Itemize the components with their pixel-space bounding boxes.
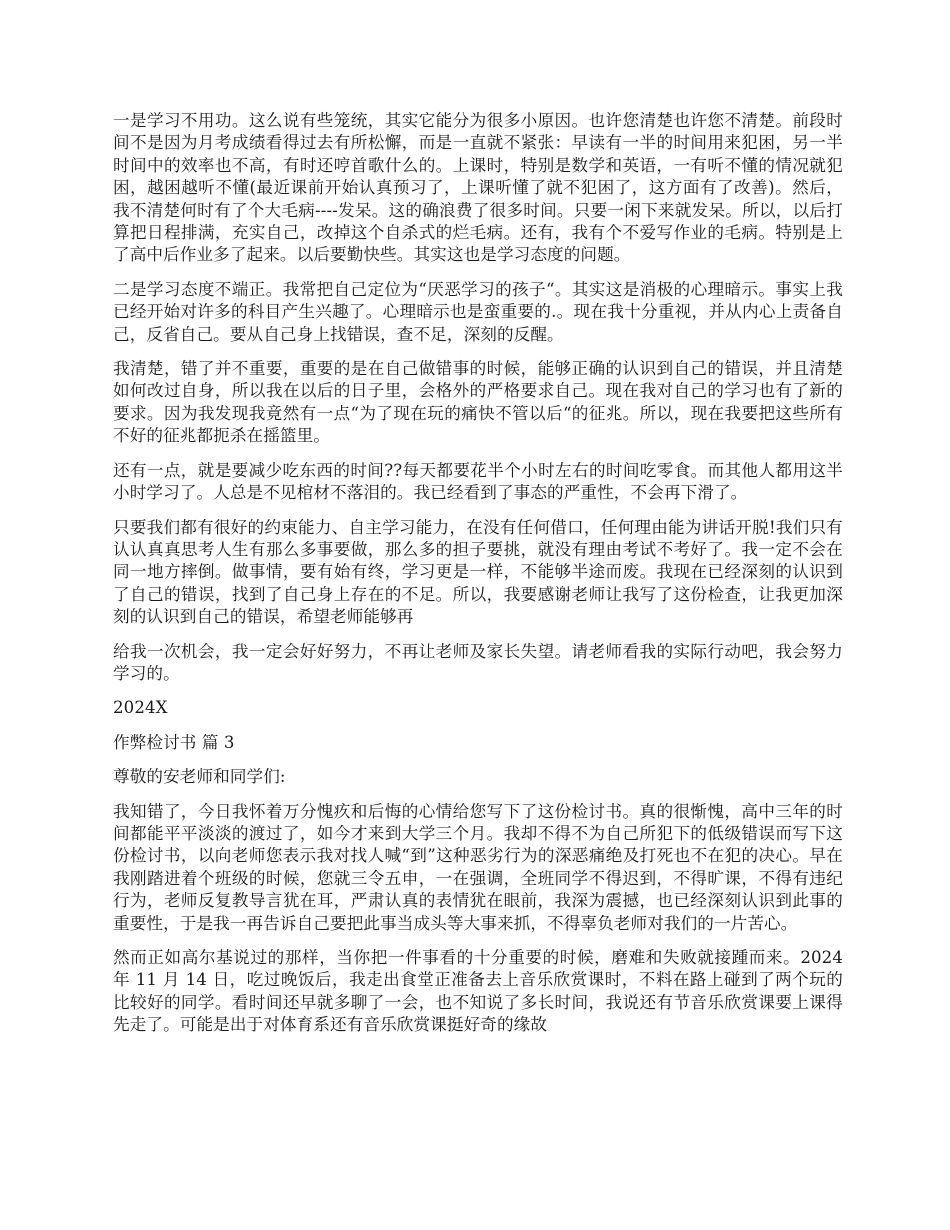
paragraph-7: 我知错了，今日我怀着万分愧疚和后悔的心情给您写下了这份检讨书。真的很惭愧，高中三年的时间都能平平淡淡的渡过了，如今才来到大学三个月。我却不得不为自己所犯下的低级错误而写下这份检讨书，以向老师您表示我对找人喊“到”这种恶劣行为的深恶痛绝及打死也不在犯的决心。早在我刚踏进着个班级的时候，您就三令五申，一在强调，全班同学不得迟到，不得旷课，不得有违纪行为，老师反复教导言犹在耳，严肃认真的表情犹在眼前，我深为震撼，也已经深刻认识到此事的重要性，于是我一再告诉自己要把此事当成头等大事来抓，不得辜负老师对我们的一片苦心。	[113, 801, 843, 933]
paragraph-3: 我清楚，错了并不重要，重要的是在自己做错事的时候，能够正确的认识到自己的错误，并且清楚如何改过自身，所以我在以后的日子里，会格外的严格要求自己。现在我对自己的学习也有了新的要求。因为我发现我竟然有一点“为了现在玩的痛快不管以后“的征兆。所以，现在我要把这些所有不好的征兆都扼杀在摇篮里。	[113, 359, 843, 446]
document-body	[113, 110, 843, 1049]
paragraph-8: 然而正如高尔基说过的那样，当你把一件事看的十分重要的时候，磨难和失败就接踵而来。2024 年 11 月 14 日，吃过晚饭后，我走出食堂正准备去上音乐欣赏课时，不料在路上碰到了两个玩的比较好的同学。看时间还早就多聊了一会，也不知说了多长时间，我说还有节音乐欣赏课要上课得先走了。可能是出于对体育系还有音乐欣赏课挺好奇的缘故	[113, 948, 843, 1035]
salutation: 尊敬的安老师和同学们:	[113, 767, 286, 787]
paragraph-1: 一是学习不用功。这么说有些笼统，其实它能分为很多小原因。也许您清楚也许您不清楚。前段时间不是因为月考成绩看得过去有所松懈，而是一直就不紧张：早读有一半的时间用来犯困，另一半时间中的效率也不高，有时还哼首歌什么的。上课时，特别是数学和英语，一有听不懂的情况就犯困，越困越听不懂(最近课前开始认真预习了，上课听懂了就不犯困了，这方面有了改善)。然后，我不清楚何时有了个大毛病----发呆。这的确浪费了很多时间。只要一闲下来就发呆。所以，以后打算把日程排满，充实自己，改掉这个自杀式的烂毛病。还有，我有个不爱写作业的毛病。特别是上了高中后作业多了起来。以后要勤快些。其实这也是学习态度的问题。	[113, 111, 843, 265]
section-heading: 作弊检讨书 篇 3	[113, 732, 235, 752]
paragraph-6: 给我一次机会，我一定会好好努力，不再让老师及家长失望。请老师看我的实际行动吧，我会努力学习的。	[113, 641, 843, 683]
paragraph-2: 二是学习态度不端正。我常把自己定位为“厌恶学习的孩子“。其实这是消极的心理暗示。事实上我已经开始对许多的科目产生兴趣了。心理暗示也是蛮重要的.。现在我十分重视，并从内心上责备自己，反省自己。要从自己身上找错误，查不足，深刻的反醒。	[113, 279, 843, 344]
date-line: 2024X	[113, 698, 168, 718]
paragraph-4: 还有一点，就是要减少吃东西的时间??每天都要花半个小时左右的时间吃零食。而其他人都用这半小时学习了。人总是不见棺材不落泪的。我已经看到了事态的严重性，不会再下滑了。	[113, 460, 843, 503]
paragraph-5: 只要我们都有很好的约束能力、自主学习能力，在没有任何借口，任何理由能为讲话开脱!我们只有认认真真思考人生有那么多事要做，那么多的担子要挑，就没有理由考试不考好了。我一定不会在同一地方摔倒。做事情，要有始有终，学习更是一样，不能够半途而废。我现在已经深刻的认识到了自己的错误，找到了自己身上存在的不足。所以，我要感谢老师让我写了这份检查，让我更加深刻的认识到自己的错误，希望老师能够再	[113, 517, 843, 627]
